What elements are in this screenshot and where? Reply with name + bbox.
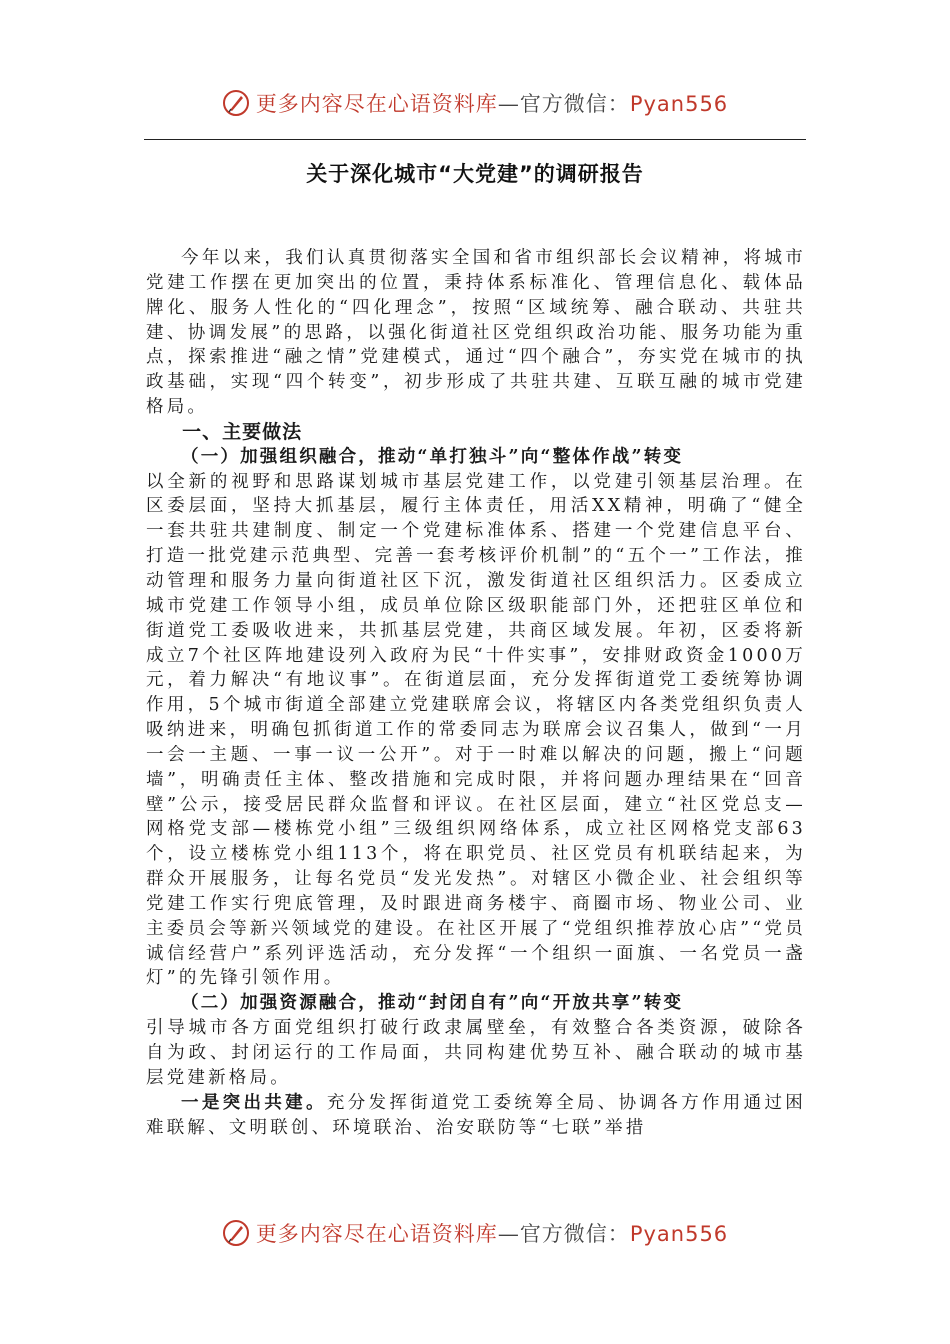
intro-paragraph: 今年以来，我们认真贯彻落实全国和省市组织部长会议精神，将城市党建工作摆在更加突出的位置，秉持体系标准化、管理信息化、载体品牌化、服务人性化的“四化理念”，按照“区域统筹、融合联动、共驻共建、协调发展”的思路，以强化街道社区党组织政治功能、服务功能为重点，探索推进“融之情”党建模式，通过“四个融合”，夯实党在城市的执政基础，实现“四个转变”，初步形成了共驻共建、互联互融的城市党建格局。	[146, 248, 806, 418]
section-heading: 一、主要做法	[182, 420, 303, 443]
quill-logo-icon	[222, 1219, 250, 1247]
document-body	[146, 246, 806, 1140]
watermark-label: 官方微信：	[519, 1222, 630, 1246]
quill-logo-icon	[222, 89, 250, 117]
header-rule	[144, 139, 806, 140]
watermark-text: 更多内容尽在心语资料库	[255, 1222, 498, 1246]
watermark-separator: —	[497, 92, 520, 116]
subsection-heading-1: （一）加强组织融合，推动“单打独斗”向“整体作战”转变	[181, 446, 684, 467]
subsection-body-2: 引导城市各方面党组织打破行政隶属壁垒，有效整合各类资源，破除各自为政、封闭运行的工作局面，共同构建优势互补、融合联动的城市基层党建新格局。	[146, 1018, 806, 1088]
watermark-id: Pyan556	[629, 1222, 729, 1246]
point-paragraph-1	[146, 1091, 806, 1141]
watermark-label: 官方微信：	[519, 92, 630, 116]
document-title: 关于深化城市“大党建”的调研报告	[306, 162, 644, 186]
watermark-id: Pyan556	[629, 92, 729, 116]
point-lead-1: 一是突出共建。	[181, 1092, 327, 1113]
subsection-body-1: 以全新的视野和思路谋划城市基层党建工作，以党建引领基层治理。在区委层面，坚持大抓基层，履行主体责任，用活XX精神，明确了“健全一套共驻共建制度、制定一个党建标准体系、搭建一个党建信息平台、打造一批党建示范典型、完善一套考核评价机制”的“五个一”工作法，推动管理和服务力量向街道社区下沉，激发街道社区组织活力。区委成立城市党建工作领导小组，成员单位除区级职能部门外，还把驻区单位和街道党工委吸收进来，共抓基层党建，共商区域发展。年初，区委将新成立7个社区阵地建设列入政府为民“十件实事”，安排财政资金1000万元，着力解决“有地议事”。在街道层面，充分发挥街道党工委统筹协调作用，5个城市街道全部建立党建联席会议，将辖区内各类党组织负责人吸纳进来，明确包抓街道工作的常委同志为联席会议召集人，做到“一月一会一主题、一事一议一公开”。对于一时难以解决的问题，搬上“问题墙”，明确责任主体、整改措施和完成时限，并将问题办理结果在“回音壁”公示，接受居民群众监督和评议。在社区层面，建立“社区党总支—网格党支部—楼栋党小组”三级组织网络体系，成立社区网格党支部63个，设立楼栋党小组113个，将在职党员、社区党员有机联结起来，为群众开展服务，让每名党员“发光发热”。对辖区小微企业、社会组织等党建工作实行兜底管理，及时跟进商务楼宇、商圈市场、物业公司、业主委员会等新兴领域党的建设。在社区开展了“党组织推荐放心店”“党员诚信经营户”系列评选活动，充分发挥“一个组织一面旗、一名党员一盏灯”的先锋引领作用。	[146, 471, 806, 989]
point-body-1: 充分发挥街道党工委统筹全局、协调各方作用通过困难联解、文明联创、环境联治、治安联防等“七联”举措	[146, 1092, 806, 1138]
subsection-heading-2: （二）加强资源融合，推动“封闭自有”向“开放共享”转变	[181, 993, 684, 1014]
watermark-text: 更多内容尽在心语资料库	[255, 92, 498, 116]
watermark-top	[0, 88, 950, 118]
watermark-separator: —	[497, 1222, 520, 1246]
watermark-bottom	[0, 1218, 950, 1248]
